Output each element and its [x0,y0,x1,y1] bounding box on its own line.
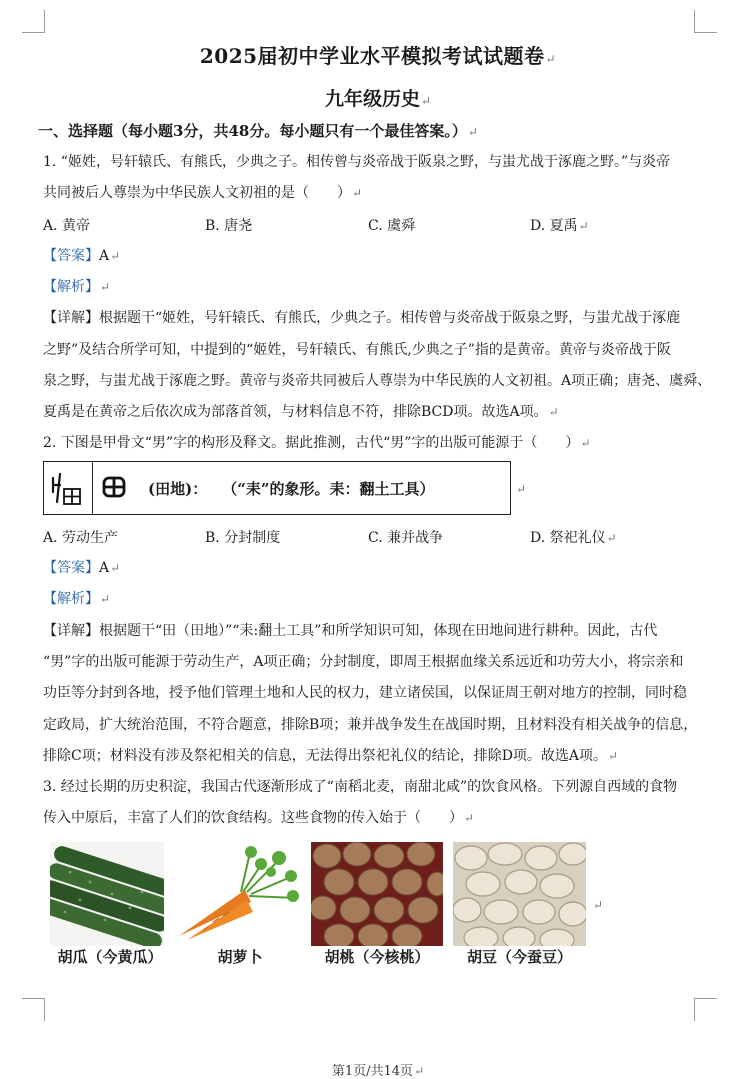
oracle-bone-figure [43,461,511,515]
paragraph-mark: ↵ [548,405,559,419]
q2-analysis [43,589,703,609]
q1-option-c[interactable]: C. 虞舜 [368,218,416,234]
crop-mark-top-right [694,10,717,33]
paragraph-mark: ↵ [100,280,111,294]
q1-stem-text: 共同被后人尊崇为中华民族人文初祖的是（ ） [43,185,351,201]
page-title [0,40,756,69]
paragraph-mark: ↵ [464,811,475,825]
q3-stem-line1: 3. 经过长期的历史积淀，我国古代逐渐形成了“南稻北麦，南甜北咸”的饮食风格。下列源自西域的食物 [43,779,678,795]
q1-option-d[interactable] [530,215,589,235]
paragraph-mark: ↵ [578,219,589,233]
paragraph-mark: ↵ [110,249,121,263]
q2-detail-line4: 定政局，扩大统治范围，不符合题意，排除B项；兼并战争发生在战国时期，且材料没有相关战争的信息， [43,717,698,733]
paragraph-mark: ↵ [608,749,619,763]
q2-detail-text: 排除C项；材料没有涉及祭祀相关的信息，无法得出祭祀礼仪的结论，排除D项。故选A项。 [43,748,608,764]
q2-answer-value: A [99,560,110,576]
paragraph-mark: ↵ [110,561,121,575]
paragraph-mark: ↵ [606,531,617,545]
cucumber-image [50,842,164,946]
analysis-tag: 【解析】 [43,591,99,607]
paragraph-mark: ↵ [593,898,604,912]
food-label-walnut: 胡桃（今核桃） [324,948,430,966]
subtitle-text: 九年级历史 [324,88,420,110]
carrot-image [173,842,303,946]
paragraph-mark: ↵ [580,436,591,450]
q2-detail-line5 [43,746,703,766]
q1-answer [43,246,703,266]
oracle-bone-caption: (田地)： （“耒”的象形。耒：翻土工具） [148,480,435,498]
q2-stem-text: 2. 下图是甲骨文“男”字的构形及释文。据此推测，古代“男”字的出版可能源于（ ） [43,435,580,451]
q1-option-a[interactable]: A. 黄帝 [43,218,91,234]
q1-detail-line4 [43,402,703,422]
q1-stem-line1: 1. “姬姓，号轩辕氏、有熊氏，少典之子。相传曾与炎帝战于阪泉之野，与蚩尤战于涿鹿之野。”与炎帝 [43,154,671,170]
q2-options [43,527,703,547]
page-number: 第1页/共14页 [331,1064,414,1079]
q2-detail-line3: 功臣等分封到各地，授予他们管理土地和人民的权力，建立诸侯国，以保证周王朝对地方的控制，同时稳 [43,685,687,701]
answer-tag: 【答案】 [43,248,99,264]
q1-detail-text: 根据题干“姬姓，号轩辕氏、有熊氏，少典之子。相传曾与炎帝战于阪泉之野，与蚩尤战于涿鹿 [99,310,681,326]
q2-option-b[interactable]: B. 分封制度 [205,530,281,546]
q1-answer-value: A [99,248,110,264]
q2-answer [43,558,703,578]
tian-field-icon [102,476,126,498]
q1-option-b[interactable]: B. 唐尧 [205,218,253,234]
q1-detail-line2: 之野”及结合所学可知，中提到的“姬姓，号轩辕氏、有熊氏,少典之子”指的是黄帝。黄帝与炎帝战于阪 [43,342,671,358]
q2-detail-text: 根据题干“田（田地）”“耒:翻土工具”和所学知识可知，体现在田地间进行耕种。因此，古代 [99,623,658,639]
q2-option-c[interactable]: C. 兼并战争 [368,530,444,546]
q1-detail-line1 [43,308,703,328]
detail-tag: 【详解】 [43,310,99,326]
q1-detail-text: 夏禹是在黄帝之后依次成为部落首领，与材料信息不符，排除BCD项。故选A项。 [43,404,548,420]
page-subtitle [0,84,756,111]
detail-tag: 【详解】 [43,623,99,639]
paragraph-mark: ↵ [467,125,478,139]
paragraph-mark: ↵ [516,482,527,496]
section-heading-text: 一、选择题（每小题3分，共48分。每小题只有一个最佳答案。） [38,122,467,140]
analysis-tag: 【解析】 [43,279,99,295]
q1-stem-line2 [43,183,703,203]
paragraph-mark: ↵ [420,94,432,108]
q1-options [43,215,703,235]
q1-detail-line3: 泉之野，与蚩尤战于涿鹿之野。黄帝与炎帝共同被后人尊崇为中华民族的人文初祖。A项正确；唐尧、虞舜、 [43,373,712,389]
q1-option-d-text: D. 夏禹 [530,218,578,234]
crop-mark-bottom-left [22,998,45,1021]
q1-analysis [43,277,703,297]
walnut-image [311,842,443,946]
paragraph-mark: ↵ [414,1064,425,1078]
title-text: 2025届初中学业水平模拟考试试题卷 [199,44,545,68]
crop-mark-bottom-right [694,998,717,1021]
paragraph-mark: ↵ [545,52,557,66]
paragraph-mark: ↵ [100,592,111,606]
oracle-bone-nan-glyph [44,462,93,514]
q2-detail-line2: “男”字的出版可能源于劳动生产，A项正确；分封制度，即周王根据血缘关系远近和功劳大小，将宗亲和 [43,654,684,670]
paragraph-mark: ↵ [352,186,363,200]
food-label-carrot: 胡萝卜 [217,948,263,966]
q3-stem-line2 [43,808,703,828]
q3-stem-text: 传入中原后，丰富了人们的饮食结构。这些食物的传入始于（ ） [43,810,463,826]
q2-option-d-text: D. 祭祀礼仪 [530,530,606,546]
crop-mark-top-left [22,10,45,33]
page-footer [0,1060,756,1079]
section-heading [38,121,698,142]
q2-detail-line1 [43,621,703,641]
food-label-broad-bean: 胡豆（今蚕豆） [466,948,572,966]
food-label-cucumber: 胡瓜（今黄瓜） [57,948,163,966]
broad-bean-image [453,842,586,946]
q2-option-a[interactable]: A. 劳动生产 [43,530,119,546]
answer-tag: 【答案】 [43,560,99,576]
q2-option-d[interactable] [530,527,617,547]
q2-stem [43,433,703,453]
